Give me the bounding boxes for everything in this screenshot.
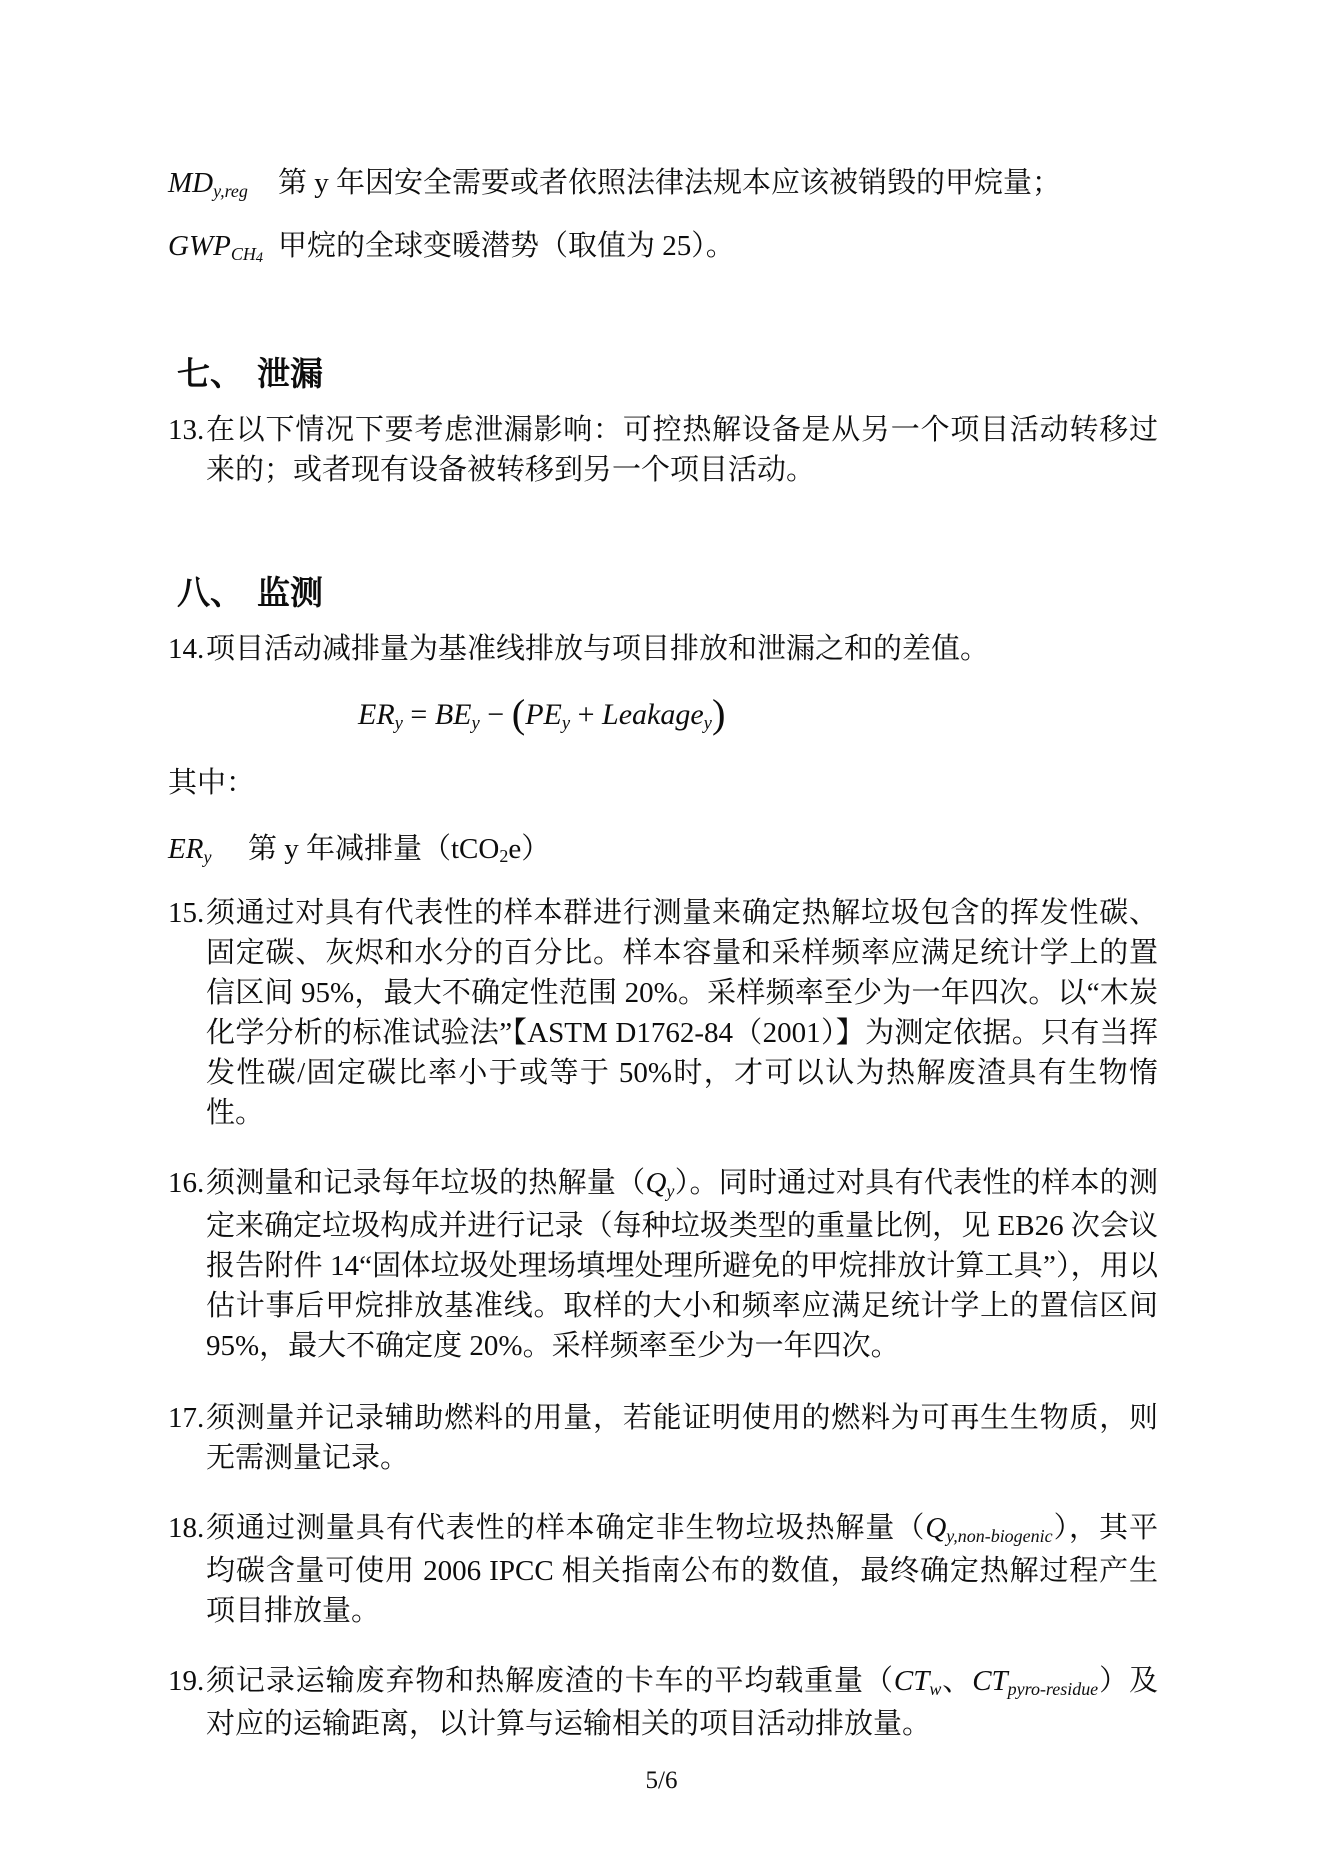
text-segment: 须测量和记录每年垃圾的热解量（ (206, 1167, 646, 1199)
item-17-number: 17. (168, 1402, 205, 1434)
text-segment: ER (358, 698, 395, 731)
list-item-17 (168, 1398, 1158, 1478)
text-segment: 须测量并记录辅助燃料的用量，若能证明使用的燃料为可再生生物质，则无需测量记录。 (206, 1402, 1158, 1474)
item-16-number: 16. (168, 1167, 205, 1199)
item-18-text (206, 1508, 1158, 1631)
term-er-symbol (168, 829, 248, 872)
text-segment: 、 (941, 1665, 973, 1697)
text-segment: BE (434, 698, 472, 731)
text-segment: ），其平均碳含量可使用 2006 IPCC 相关指南公布的数值，最终确定热解过程产生项目排放量。 (206, 1512, 1158, 1627)
text-segment: CH (230, 244, 256, 265)
text-segment: y,non-biogenic (946, 1526, 1053, 1547)
text-segment: − (479, 698, 512, 731)
text-segment: ）。同时通过对具有代表性的样本的测定来确定垃圾构成并进行记录（每种垃圾类型的重量比例，见 EB26 次会议报告附件 14“固体垃圾处理场填埋处理所避免的甲烷排放计算工具”），用以估计事后甲烷排放基准线。取样的大小和频率应满足统计学上的置信区间 95%，最大不确定度 20%。采样频率至少为一年四次。 (206, 1167, 1158, 1362)
text-segment: y (203, 847, 212, 868)
where-label: 其中： (168, 767, 256, 799)
text-segment: y (471, 713, 480, 735)
term-md-symbol (168, 163, 278, 206)
equation-emission-reduction (358, 691, 1158, 739)
item-15-text (206, 893, 1158, 1133)
list-item-13 (168, 410, 1158, 490)
list-item-18 (168, 1508, 1158, 1631)
item-19-number: 19. (168, 1665, 205, 1697)
text-segment: y (561, 713, 571, 735)
section-index-monitoring: 八、 (177, 574, 243, 611)
item-13-number: 13. (168, 414, 205, 446)
term-gwp-symbol (168, 226, 278, 271)
item-18-number: 18. (168, 1512, 205, 1544)
text-segment: GWP (168, 230, 231, 262)
text-segment: 须通过对具有代表性的样本群进行测量来确定热解垃圾包含的挥发性碳、固定碳、灰烬和水分的百分比。样本容量和采样频率应满足统计学上的置信区间 95%，最大不确定性范围 20%。采样频率至少为一年四次。以“木炭化学分析的标准试验法”【ASTM D1762-84（2001）】为测定依据。只有当挥发性碳/固定碳比率小于或等于 50%时，才可以认为热解废渣具有生物惰性。 (206, 897, 1158, 1129)
section-index-leakage: 七、 (177, 355, 243, 392)
text-segment: + (570, 698, 603, 731)
term-md-description: 第 y 年因安全需要或者依照法律法规本应该被销毁的甲烷量； (278, 167, 1062, 199)
page-number: 5/6 (645, 1767, 678, 1794)
definition-row-er (168, 829, 1158, 872)
text-segment: CT (893, 1665, 930, 1697)
text-segment: 4 (255, 249, 264, 266)
item-16-text (206, 1163, 1158, 1366)
item-14-number: 14. (168, 633, 205, 665)
text-segment: 须通过测量具有代表性的样本确定非生物垃圾热解量（ (206, 1512, 926, 1544)
term-gwp-description: 甲烷的全球变暖潜势（取值为 25）。 (278, 230, 735, 262)
item-15-number: 15. (168, 897, 205, 929)
section-title-monitoring: 监测 (257, 574, 323, 611)
text-segment: CT (972, 1665, 1008, 1697)
text-segment: y,reg (213, 181, 248, 202)
text-segment: 须记录运输废弃物和热解废渣的卡车的平均载重量（ (206, 1665, 894, 1697)
text-segment: = (402, 698, 435, 731)
text-segment: ) (711, 691, 726, 737)
definition-row-md (168, 163, 1158, 206)
text-segment: ( (511, 691, 526, 737)
section-heading-leakage (177, 356, 1158, 392)
definition-row-gwp (168, 226, 1158, 271)
list-item-16 (168, 1163, 1158, 1366)
document-content (168, 0, 1158, 1744)
list-item-14 (168, 629, 1158, 669)
text-segment: PE (525, 698, 562, 731)
term-er-description (248, 829, 1158, 872)
text-segment: Q (645, 1167, 667, 1199)
item-17-text (206, 1398, 1158, 1478)
list-item-19 (168, 1661, 1158, 1744)
section-heading-monitoring (177, 575, 1158, 611)
item-19-text (206, 1661, 1158, 1744)
text-segment: pyro-residue (1007, 1679, 1099, 1700)
text-segment: w (929, 1679, 942, 1700)
text-segment: y (394, 713, 403, 735)
text-segment: Q (925, 1512, 947, 1544)
list-item-15 (168, 893, 1158, 1133)
text-segment: e） (508, 833, 551, 865)
item-13-text (206, 410, 1158, 490)
text-segment: 在以下情况下要考虑泄漏影响：可控热解设备是从另一个项目活动转移过来的；或者现有设备被转移到另一个项目活动。 (206, 414, 1158, 486)
text-segment: ER (168, 833, 204, 865)
text-segment: 项目活动减排量为基准线排放与项目排放和泄漏之和的差值。 (206, 633, 990, 665)
text-segment: ）及对应的运输距离，以计算与运输相关的项目活动排放量。 (206, 1665, 1158, 1740)
text-segment: 第 y 年减排量（tCO (248, 833, 500, 865)
text-segment: y (666, 1181, 675, 1202)
text-segment: y (703, 713, 712, 735)
text-segment: 2 (499, 846, 509, 867)
text-segment: MD (168, 167, 214, 199)
text-segment: Leakage (602, 698, 704, 731)
item-14-text (206, 629, 1158, 669)
section-title-leakage: 泄漏 (257, 355, 323, 392)
